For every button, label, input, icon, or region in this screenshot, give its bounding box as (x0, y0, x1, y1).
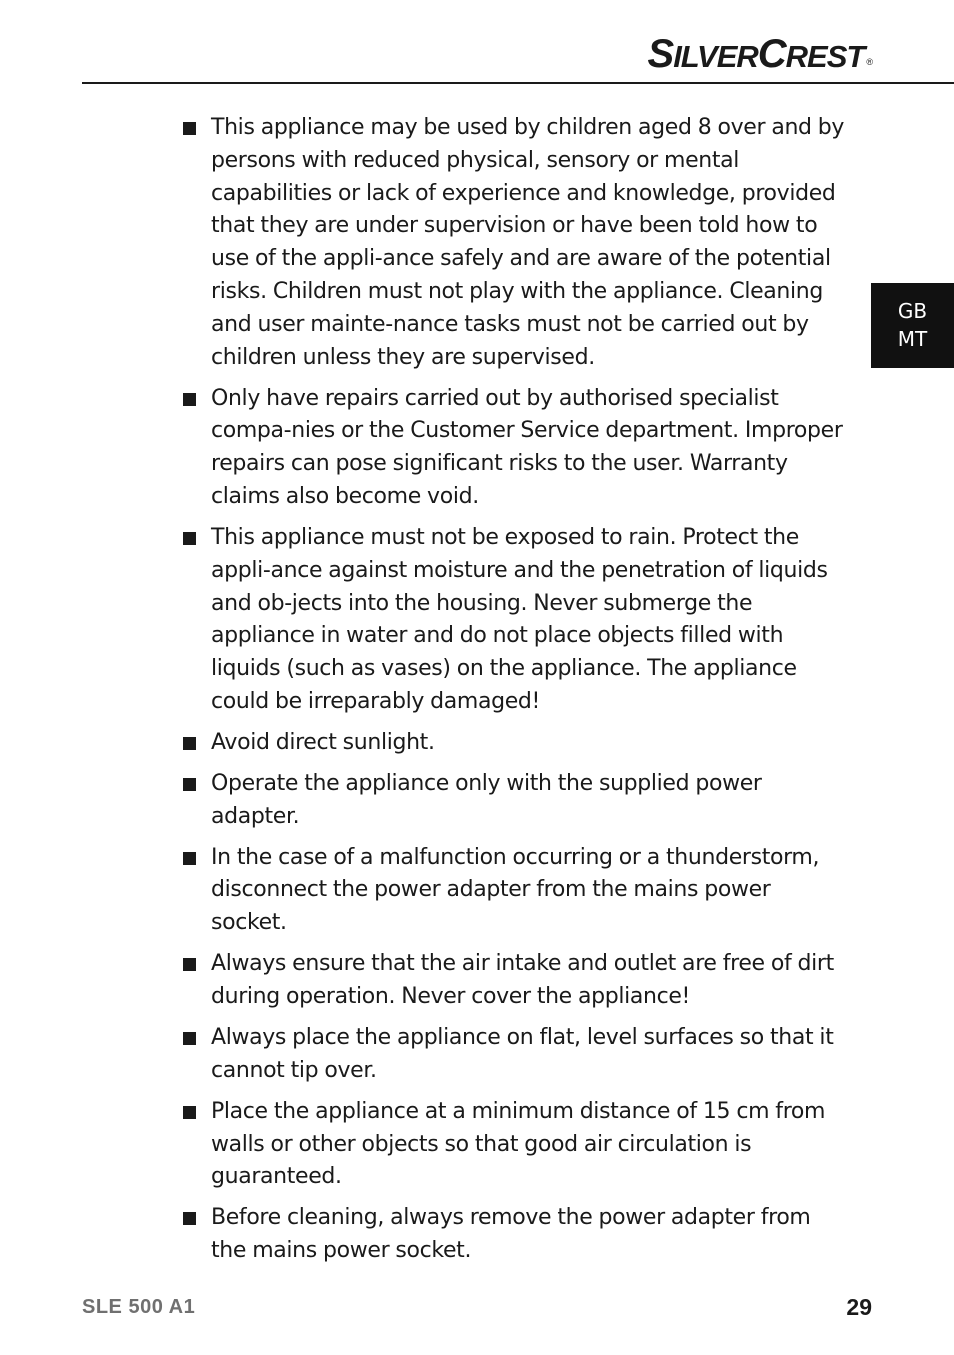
list-item-text: Before cleaning, always remove the power adapter from the mains power socket. (211, 1205, 811, 1264)
square-bullet-icon (183, 778, 196, 791)
list-item (182, 1022, 850, 1088)
square-bullet-icon (183, 1106, 196, 1119)
square-bullet-icon (183, 1212, 196, 1225)
registered-mark: ® (866, 57, 872, 67)
square-bullet-icon (183, 393, 196, 406)
model-number: SLE 500 A1 (82, 1296, 196, 1318)
list-item-text: This appliance may be used by children aged 8 over and by persons with reduced physical, sensory or mental capabilities or lack of experience and knowledge, provided that they are under supervision or have been told how to use of the appli-ance safely and are aware of the potential risks. Children must not play with the appliance. Cleaning and user mainte-nance tasks must not be carried out by children unless they are supervised. (211, 115, 845, 370)
language-code-mt: MT (897, 327, 928, 351)
square-bullet-icon (183, 122, 196, 135)
list-item-text: Avoid direct sunlight. (211, 729, 435, 755)
list-item-text: Only have repairs carried out by authorised specialist compa-nies or the Customer Service department. Improper repairs can pose significant risks to the user. Warranty claims also become void. (211, 385, 843, 509)
list-item (182, 383, 850, 514)
safety-instructions (182, 112, 850, 1276)
language-tab (871, 283, 954, 368)
list-item (182, 1202, 850, 1268)
list-item (182, 112, 850, 374)
logo-rest-rest: REST (785, 39, 865, 74)
list-item (182, 768, 850, 834)
list-item-text: Operate the appliance only with the supplied power adapter. (211, 770, 762, 829)
square-bullet-icon (183, 1032, 196, 1045)
logo-cap-c: C (757, 32, 786, 76)
header-divider (82, 82, 954, 84)
list-item (182, 948, 850, 1014)
list-item (182, 842, 850, 940)
square-bullet-icon (183, 958, 196, 971)
list-item-text: This appliance must not be exposed to rain. Protect the appli-ance against moisture and the penetration of liquids and ob-jects into the housing. Never submerge the appliance in water and do not place objects filled with liquids (such as vases) on the appliance. The appliance could be irreparably damaged! (211, 524, 828, 714)
brand-logo (648, 30, 873, 81)
square-bullet-icon (183, 532, 196, 545)
language-code-gb: GB (897, 299, 928, 323)
list-item-text: In the case of a malfunction occurring or a thunderstorm, disconnect the power adapter from the mains power socket. (211, 844, 820, 936)
list-item (182, 1096, 850, 1194)
list-item-text: Always ensure that the air intake and outlet are free of dirt during operation. Never cover the appliance! (211, 951, 834, 1010)
square-bullet-icon (183, 737, 196, 750)
bullet-list (182, 112, 850, 1268)
logo-cap-s: S (647, 32, 674, 76)
list-item-text: Place the appliance at a minimum distance of 15 cm from walls or other objects so that good air circulation is guaranteed. (211, 1098, 826, 1190)
page-number: 29 (846, 1294, 872, 1320)
list-item (182, 522, 850, 719)
square-bullet-icon (183, 852, 196, 865)
logo-rest-ilver: ILVER (673, 39, 758, 74)
list-item-text: Always place the appliance on flat, level surfaces so that it cannot tip over. (211, 1025, 834, 1083)
list-item (182, 727, 850, 760)
